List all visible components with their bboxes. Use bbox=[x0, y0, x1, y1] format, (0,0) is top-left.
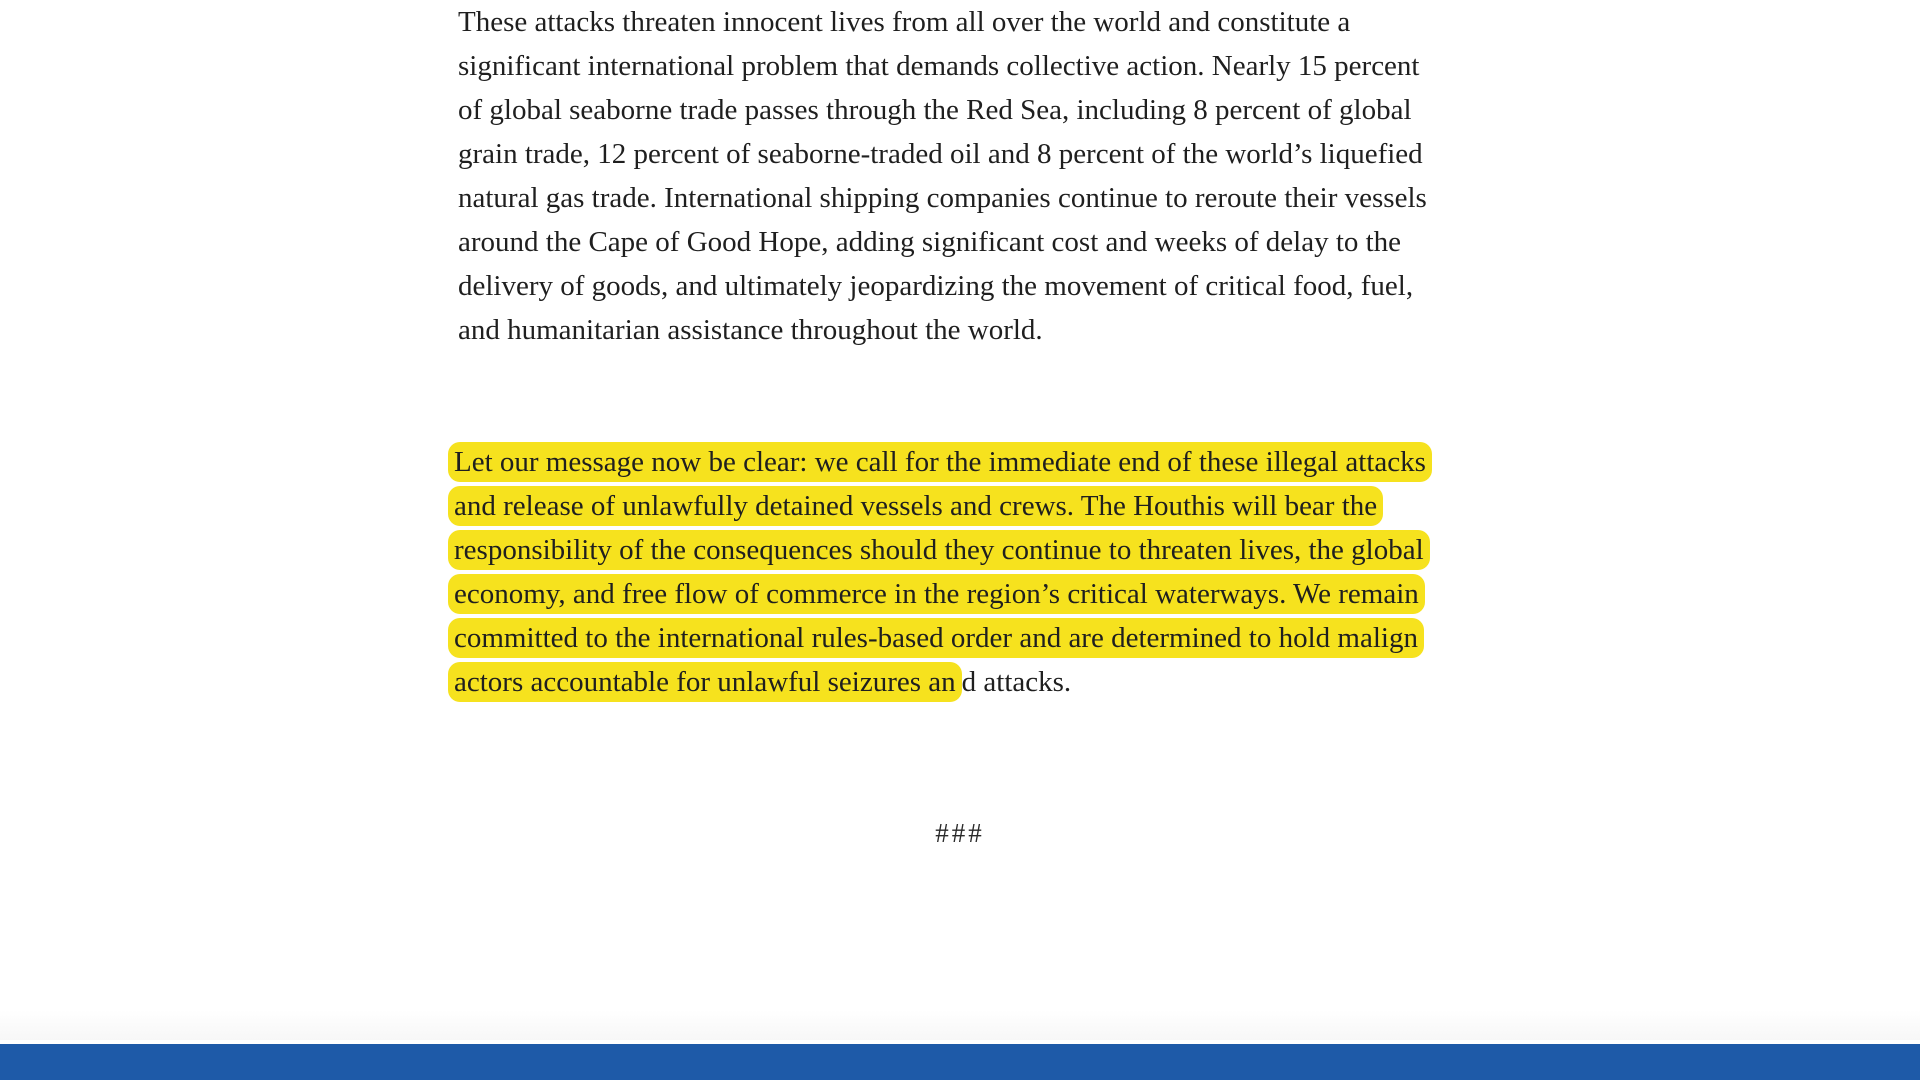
body-paragraph: These attacks threaten innocent lives from all over the world and constitute a significant international problem that demands collective action. Nearly 15 percent of global seaborne trade passes through the Red Sea, including 8 percent of global grain trade, 12 percent of seaborne-traded oil and 8 percent of the world’s liquefied natural gas trade. International shipping companies continue to reroute their vessels around the Cape of Good Hope, adding significant cost and weeks of delay to the delivery of goods, and ultimately jeopardizing the movement of critical food, fuel, and humanitarian assistance throughout the world. bbox=[458, 6, 1427, 346]
footer-divider bbox=[0, 1010, 1920, 1040]
highlighted-paragraph bbox=[448, 440, 1448, 704]
paragraph-tail: d attacks. bbox=[961, 666, 1072, 698]
footer-bar bbox=[0, 1044, 1920, 1080]
text-highlight[interactable]: Let our message now be clear: we call for the immediate end of these illegal attacks and release of unlawfully detained vessels and crews. The Houthis will bear the responsibility of the consequences should they continue to threaten lives, the global economy, and free flow of commerce in the region’s critical waterways. We remain committed to the international rules-based order and are determined to hold malign actors accountable for unlawful seizures an bbox=[448, 442, 1432, 702]
end-of-release-mark: ### bbox=[935, 818, 985, 848]
